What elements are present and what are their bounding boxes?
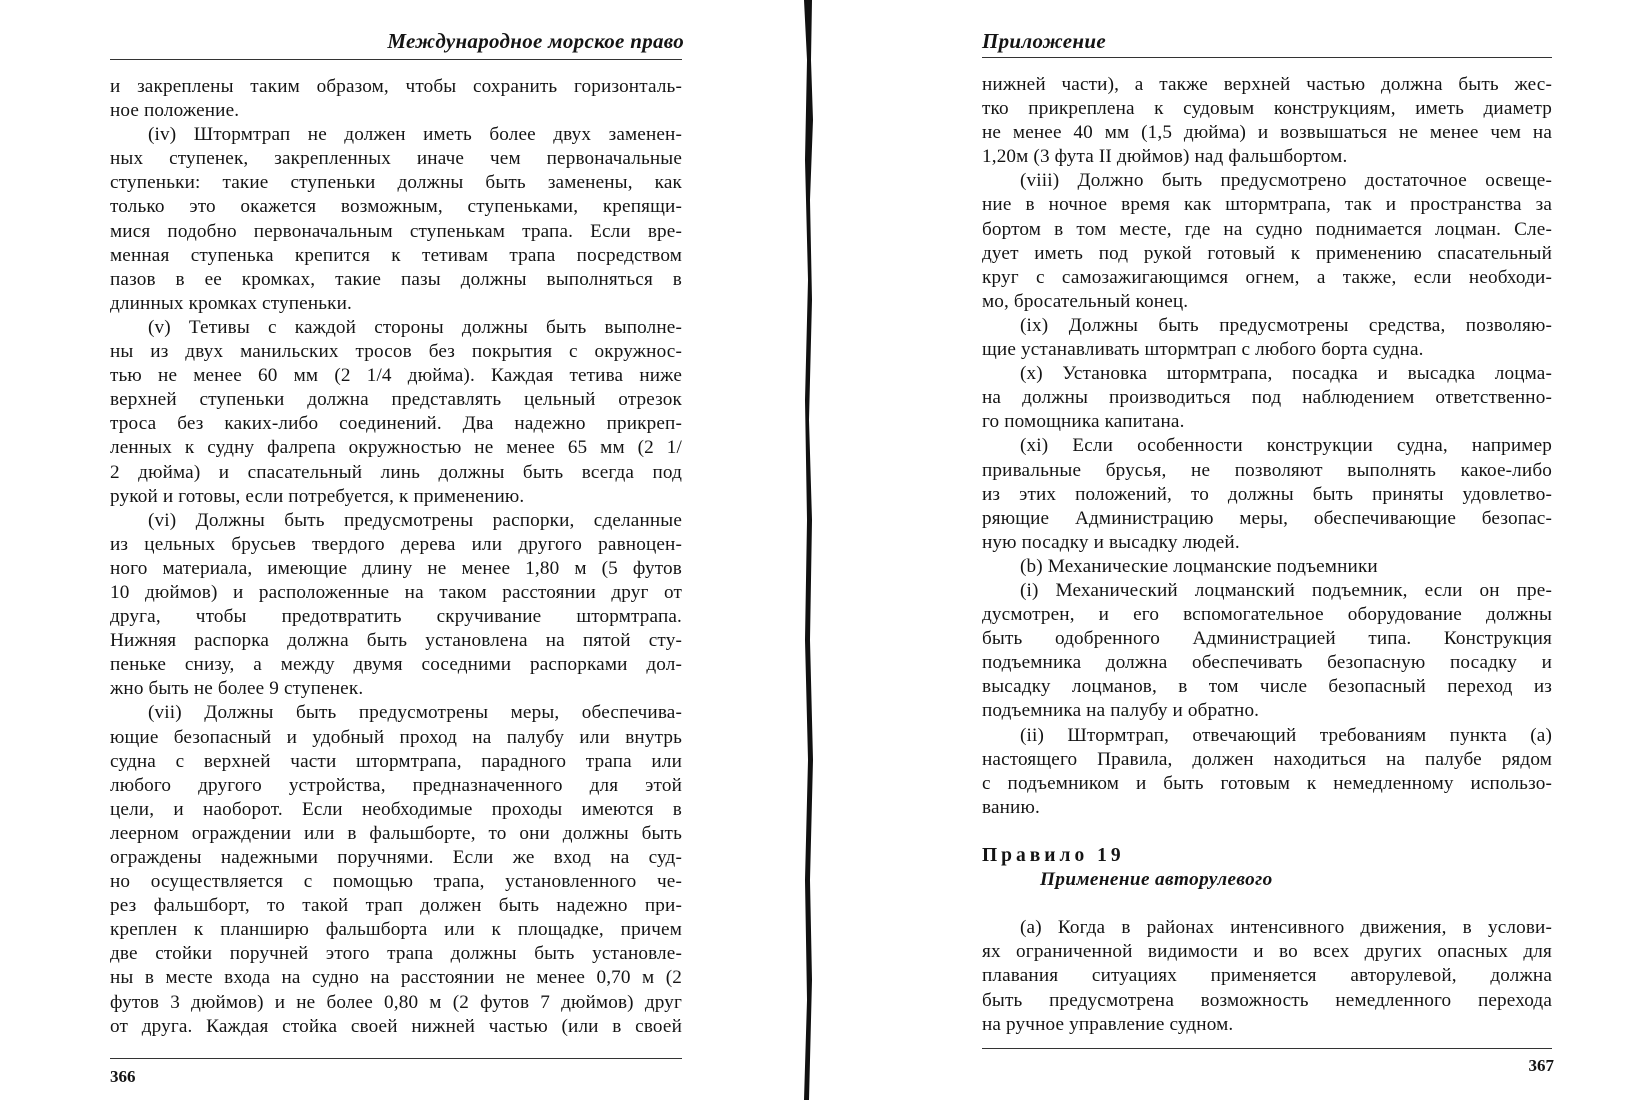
text-line: плавания ситуациях применяется авторулевой, должна bbox=[982, 965, 1552, 987]
text-line: (i) Механический лоцманский подъемник, если он пре- bbox=[1020, 579, 1552, 601]
text-line: (vii) Должны быть предусмотрены меры, обеспечива- bbox=[148, 702, 682, 724]
text-line: мо, бросательный конец. bbox=[982, 290, 1189, 312]
text-line: не менее 40 мм (1,5 дюйма) и возвышаться не менее чем на bbox=[982, 122, 1552, 144]
text-line: только это окажется возможным, ступеньками, крепящи- bbox=[110, 196, 682, 218]
text-line: ряющие Администрацию меры, обеспечивающие безопас- bbox=[982, 507, 1552, 529]
running-header-left: Международное морское право bbox=[387, 29, 684, 53]
text-line: (x) Установка штормтрапа, посадка и высадка лоцма- bbox=[1020, 363, 1552, 385]
text-line: подъемника на палубу и обратно. bbox=[982, 700, 1260, 722]
text-line: Нижняя распорка должна быть установлена на пятой сту- bbox=[110, 630, 682, 652]
text-line: быть предусмотрена возможность немедленного перехода bbox=[982, 989, 1552, 1011]
text-line: цели, и наоборот. Если необходимые проходы имеются в bbox=[110, 798, 682, 820]
text-line: ны из двух манильских тросов без покрытия с окружнос- bbox=[110, 341, 682, 363]
text-line: две стойки поручней этого трапа должны быть установле- bbox=[110, 943, 682, 965]
text-line: тью не менее 60 мм (2 1/4 дюйма). Каждая тетива ниже bbox=[110, 365, 682, 387]
text-line: ях ограниченной видимости и во всех других опасных для bbox=[982, 941, 1552, 963]
rule-subheading: Применение авторулевого bbox=[1040, 869, 1273, 891]
page-number-right: 367 bbox=[1528, 1056, 1554, 1075]
text-line: верхней ступеньки должна представлять цельный отрезок bbox=[110, 389, 682, 411]
text-line: с подъемником и быть готовым к немедленному использо- bbox=[982, 772, 1552, 794]
text-line: ное положение. bbox=[110, 100, 240, 122]
text-line: и закреплены таким образом, чтобы сохранить горизонталь- bbox=[110, 76, 682, 97]
header-rule-right bbox=[982, 57, 1552, 58]
text-line: футов 3 дюймов) и не более 0,80 м (2 футов 7 дюймов) друг bbox=[110, 991, 682, 1013]
text-line: жно быть не более 9 ступенек. bbox=[110, 678, 364, 700]
text-line: менная ступенька крепится к тетивам трапа посредством bbox=[110, 244, 682, 266]
text-line: подъемника должна обеспечивать безопасную посадку и bbox=[982, 652, 1552, 674]
text-line: настоящего Правила, должен находиться на палубе рядом bbox=[982, 748, 1552, 770]
header-rule-left bbox=[110, 59, 682, 60]
text-line: леерном ограждении или в фальшборте, то они должны быть bbox=[110, 822, 682, 844]
text-line: ных ступенек, закрепленных иначе чем первоначальные bbox=[110, 148, 682, 170]
text-line: ющие безопасный и удобный проход на палубу или внутрь bbox=[110, 726, 682, 748]
text-line: креплен к планширю фальшборта или к площадке, причем bbox=[110, 919, 682, 941]
text-line: (ix) Должны быть предусмотрены средства, позволяю- bbox=[1020, 314, 1552, 336]
text-line: ленных к судну фалрепа окружностью не менее 65 мм (2 1/ bbox=[110, 437, 682, 459]
text-line: пеньке снизу, а между двумя соседними распорками дол- bbox=[110, 654, 682, 676]
text-line: (xi) Если особенности конструкции судна, например bbox=[1020, 435, 1552, 457]
text-line: от друга. Каждая стойка своей нижней частью (или в своей bbox=[110, 1015, 682, 1037]
right-page bbox=[830, 0, 1646, 1100]
text-line: троса без каких-либо соединений. Два надежно прикреп- bbox=[110, 413, 682, 435]
text-line: ступеньки: такие ступеньки должны быть заменены, как bbox=[110, 172, 682, 194]
text-line: (viii) Должно быть предусмотрено достаточное освеще- bbox=[1020, 170, 1552, 192]
text-line: (а) Когда в районах интенсивного движения, в услови- bbox=[1020, 917, 1552, 939]
text-line: друга, чтобы предотвратить скручивание штормтрапа. bbox=[110, 606, 682, 628]
text-line: ного материала, имеющие длину не менее 1,80 м (5 футов bbox=[110, 557, 682, 579]
text-line: 10 дюймов) и расположенные на таком расстоянии друг от bbox=[110, 581, 682, 603]
text-line: ние в ночное время как штормтрапа, так и пространства за bbox=[982, 194, 1552, 216]
text-line: длинных кромках ступеньки. bbox=[110, 292, 352, 314]
left-page bbox=[0, 0, 800, 1100]
book-gutter bbox=[800, 0, 830, 1100]
text-line: (ii) Штормтрап, отвечающий требованиям пункта (а) bbox=[1020, 724, 1552, 746]
text-line: го помощника капитана. bbox=[982, 411, 1185, 433]
left-page-body bbox=[110, 75, 682, 1039]
text-line: из цельных брусьев твердого дерева или другого равноцен- bbox=[110, 533, 682, 555]
text-line: высадку лоцманов, в том числе безопасный переход из bbox=[982, 676, 1552, 698]
text-line: на ручное управление судном. bbox=[982, 1013, 1234, 1035]
text-line: привальные брусья, не позволяют выполнять какое-либо bbox=[982, 459, 1552, 481]
text-line: из этих положений, то должны быть приняты удовлетво- bbox=[982, 483, 1552, 505]
text-line: ны в месте входа на судно на расстоянии не менее 0,70 м (2 bbox=[110, 967, 682, 989]
text-line: (b) Механические лоцманские подъемники bbox=[1020, 555, 1378, 577]
right-page-body bbox=[982, 73, 1552, 1037]
text-line: ную посадку и высадку людей. bbox=[982, 531, 1240, 553]
text-line: тко прикреплена к судовым конструкциям, иметь диаметр bbox=[982, 98, 1552, 120]
text-line: ограждены надежными поручнями. Если же вход на суд- bbox=[110, 847, 682, 868]
text-line: дует иметь под рукой готовый к применению спасательный bbox=[982, 242, 1552, 264]
text-line: дусмотрен, и его вспомогательное оборудование должны bbox=[982, 604, 1552, 626]
text-line: быть одобренного Администрацией типа. Конструкция bbox=[982, 628, 1552, 650]
footer-rule-right bbox=[982, 1048, 1552, 1049]
text-line: мися подобно первоначальным ступенькам трапа. Если вре- bbox=[110, 220, 682, 242]
running-header-right: Приложение bbox=[982, 29, 1106, 53]
text-line: (vi) Должны быть предусмотрены распорки, сделанные bbox=[148, 509, 682, 531]
text-line: пазов в ее кромках, такие пазы должны выполняться в bbox=[110, 268, 682, 290]
text-line: рез фальшборт, то такой трап должен быть надежно при- bbox=[110, 895, 682, 917]
text-line: бортом в том месте, где на судно поднимается лоцман. Сле- bbox=[982, 218, 1552, 240]
text-line: любого другого устройства, предназначенного для этой bbox=[110, 774, 682, 796]
text-line: но осуществляется с помощью трапа, установленного че- bbox=[110, 871, 682, 893]
text-line: (iv) Штормтрап не должен иметь более двух заменен- bbox=[148, 124, 682, 146]
text-line: ванию. bbox=[982, 796, 1040, 818]
text-line: 2 дюйма) и спасательный линь должны быть всегда под bbox=[110, 461, 682, 483]
rule-heading: Правило 19 bbox=[982, 845, 1125, 866]
page-number-left: 366 bbox=[110, 1067, 136, 1086]
text-line: (v) Тетивы с каждой стороны должны быть выполне- bbox=[148, 316, 682, 338]
text-line: рукой и готовы, если потребуется, к применению. bbox=[110, 485, 525, 507]
text-line: круг с самозажигающимся огнем, а также, если необходи- bbox=[982, 266, 1552, 288]
footer-rule-left bbox=[110, 1058, 682, 1059]
blank-line bbox=[982, 892, 1552, 916]
text-line: щие устанавливать штормтрап с любого борта судна. bbox=[982, 339, 1424, 361]
text-line: судна с верхней части штормтрапа, парадного трапа или bbox=[110, 750, 682, 772]
text-line: на должны производиться под наблюдением ответственно- bbox=[982, 387, 1552, 409]
text-line: нижней части), а также верхней частью должна быть жес- bbox=[982, 74, 1552, 95]
text-line: 1,20м (3 фута II дюймов) над фальшбортом. bbox=[982, 146, 1348, 168]
blank-line bbox=[982, 820, 1552, 844]
